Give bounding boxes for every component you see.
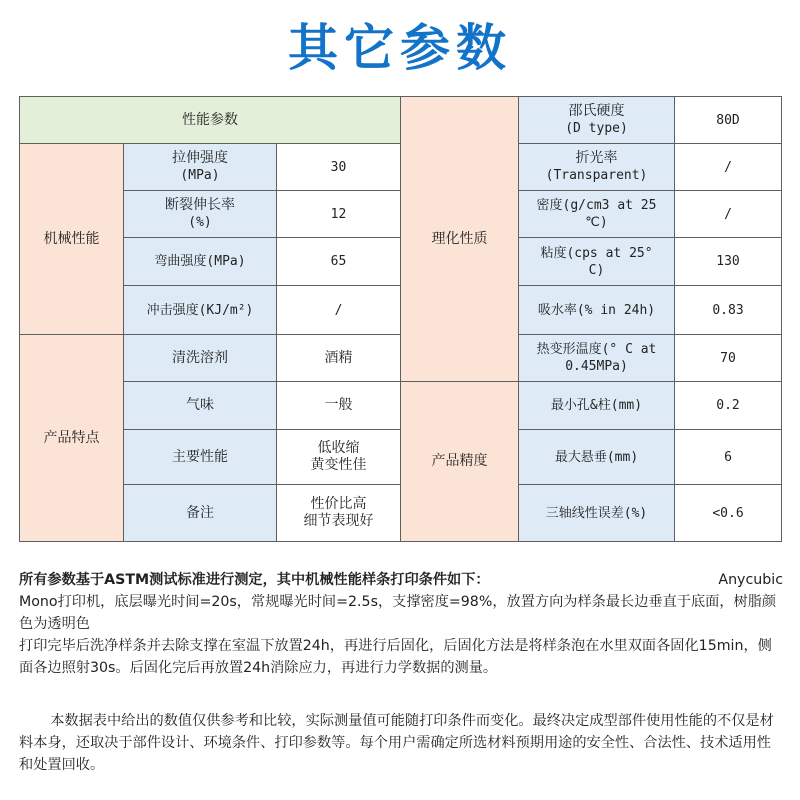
param-name: 主要性能 <box>124 430 277 485</box>
param-value: 130 <box>675 238 782 286</box>
category-product: 产品特点 <box>20 335 124 542</box>
param-name: 最大悬垂(mm) <box>519 430 675 485</box>
param-name: 密度(g/cm3 at 25 ℃) <box>519 191 675 238</box>
param-name: 断裂伸长率 (%) <box>124 191 277 238</box>
param-name: 折光率 (Transparent) <box>519 144 675 191</box>
parameters-table <box>19 96 782 542</box>
param-value: 30 <box>277 144 401 191</box>
param-name: 清洗溶剂 <box>124 335 277 382</box>
category-physchem: 理化性质 <box>401 97 519 382</box>
table-row <box>20 97 782 144</box>
perf-params-header: 性能参数 <box>20 97 401 144</box>
param-name: 气味 <box>124 382 277 430</box>
param-name: 三轴线性误差(%) <box>519 485 675 542</box>
page-title: 其它参数 <box>288 19 512 77</box>
param-value: 80D <box>675 97 782 144</box>
param-value: 65 <box>277 238 401 286</box>
param-name: 备注 <box>124 485 277 542</box>
param-value: / <box>675 191 782 238</box>
param-value: / <box>675 144 782 191</box>
param-name: 弯曲强度(MPa) <box>124 238 277 286</box>
param-value: 酒精 <box>277 335 401 382</box>
table-row <box>20 382 782 430</box>
param-value: / <box>277 286 401 335</box>
disclaimer-paragraph: 本数据表中给出的数值仅供参考和比较，实际测量值可能随打印条件而变化。最终决定成型部件使用性能的不仅是材料本身，还取决于部件设计、环境条件、打印参数等。每个用户需确定所选材料预期用途的安全性、合法性、技术适用性和处置回收。 <box>19 713 774 773</box>
param-value: 低收缩 黄变性佳 <box>277 430 401 485</box>
param-value: <0.6 <box>675 485 782 542</box>
param-name: 热变形温度(° C at 0.45MPa) <box>519 335 675 382</box>
param-value: 0.83 <box>675 286 782 335</box>
notes-line: 打印完毕后洗净样条并去除支撑在室温下放置24h，再进行后固化，后固化方法是将样条泡在水里双面各固化15min，侧面各边照射30s。后固化完后再放置24h消除应力，再进行力学数据的测量。 <box>19 638 772 676</box>
param-value: 12 <box>277 191 401 238</box>
brand-name: Anycubic <box>718 572 783 588</box>
param-name: 拉伸强度 (MPa) <box>124 144 277 191</box>
category-mechanical: 机械性能 <box>20 144 124 335</box>
param-value: 0.2 <box>675 382 782 430</box>
param-value: 性价比高 细节表现好 <box>277 485 401 542</box>
test-conditions-notes <box>19 569 783 679</box>
notes-line: Mono打印机，底层曝光时间=20s，常规曝光时间=2.5s，支撑密度=98%，放置方向为样条最长边垂直于底面，树脂颜色为透明色 <box>19 594 777 632</box>
notes-lead: 所有参数基于ASTM测试标准进行测定，其中机械性能样条打印条件如下： <box>19 572 490 588</box>
param-name: 最小孔&柱(mm) <box>519 382 675 430</box>
param-name: 邵氏硬度 (D type) <box>519 97 675 144</box>
param-name: 冲击强度(KJ/m²) <box>124 286 277 335</box>
param-value: 一般 <box>277 382 401 430</box>
category-precision: 产品精度 <box>401 382 519 542</box>
param-value: 6 <box>675 430 782 485</box>
param-name: 吸水率(% in 24h) <box>519 286 675 335</box>
param-name: 粘度(cps at 25° C) <box>519 238 675 286</box>
param-value: 70 <box>675 335 782 382</box>
